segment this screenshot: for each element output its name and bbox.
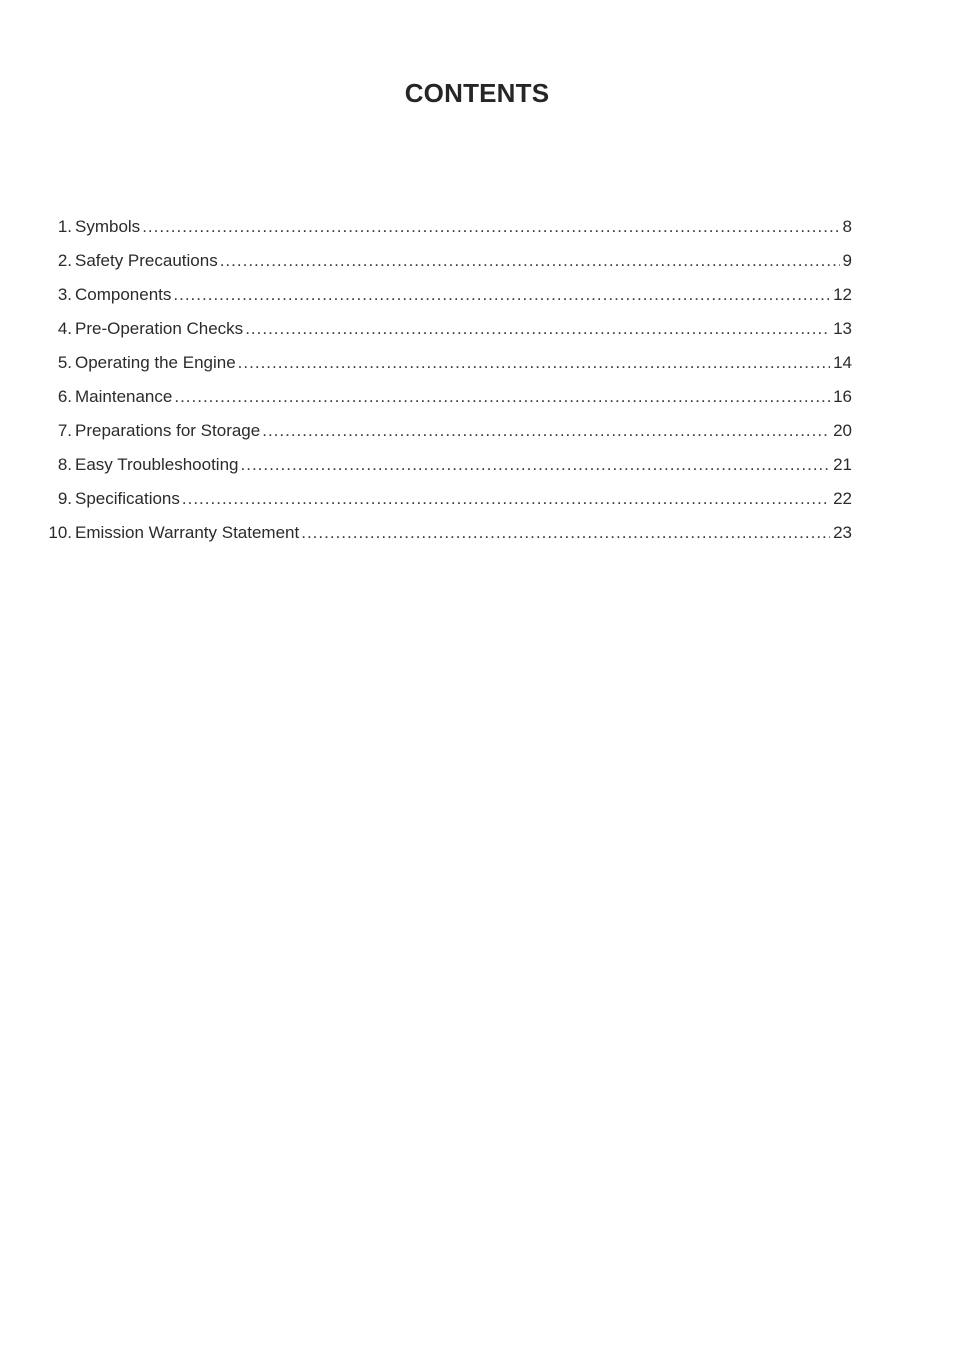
toc-entry-number: 4.	[57, 319, 72, 338]
toc-entry-easy-troubleshooting[interactable]	[40, 451, 852, 485]
toc-entry-specifications[interactable]	[40, 485, 852, 519]
dot-leader	[301, 519, 830, 547]
toc-entry-page: 23	[833, 523, 852, 542]
dot-leader	[173, 281, 830, 309]
toc-entry-emission-warranty-statement[interactable]	[40, 519, 852, 553]
toc-entry-page: 13	[833, 319, 852, 338]
toc-entry-label: Preparations for Storage	[75, 421, 261, 440]
toc-entry-page: 14	[833, 353, 852, 372]
dot-leader	[262, 417, 830, 445]
toc-entry-components[interactable]	[40, 281, 852, 315]
toc-entry-number: 6.	[57, 387, 72, 406]
dot-leader	[238, 349, 830, 377]
toc-entry-page: 8	[842, 217, 852, 236]
toc-entry-number: 10.	[48, 523, 72, 542]
dot-leader	[142, 213, 839, 241]
toc-entry-label: Operating the Engine	[75, 353, 236, 372]
toc-entry-label: Specifications	[75, 489, 180, 508]
toc-entry-preparations-for-storage[interactable]	[40, 417, 852, 451]
page-title: CONTENTS	[404, 78, 550, 108]
toc-entry-page: 12	[833, 285, 852, 304]
toc-entry-label: Components	[75, 285, 172, 304]
toc-entry-number: 2.	[57, 251, 72, 270]
dot-leader	[241, 451, 831, 479]
toc-entry-page: 9	[842, 251, 852, 270]
toc-entry-number: 1.	[57, 217, 72, 236]
toc-entry-label: Maintenance	[75, 387, 173, 406]
toc-entry-label: Symbols	[75, 217, 141, 236]
toc-entry-page: 22	[833, 489, 852, 508]
dot-leader	[182, 485, 830, 513]
dot-leader	[245, 315, 830, 343]
toc-entry-page: 16	[833, 387, 852, 406]
toc-entry-number: 3.	[57, 285, 72, 304]
toc-entry-label: Safety Precautions	[75, 251, 218, 270]
toc-entry-page: 20	[833, 421, 852, 440]
toc-entry-symbols[interactable]	[40, 213, 852, 247]
toc-entry-page: 21	[833, 455, 852, 474]
toc-entry-number: 7.	[57, 421, 72, 440]
toc-entry-number: 8.	[57, 455, 72, 474]
toc-entry-pre-operation-checks[interactable]	[40, 315, 852, 349]
toc-entry-operating-the-engine[interactable]	[40, 349, 852, 383]
toc-entry-number: 5.	[57, 353, 72, 372]
toc-entry-label: Easy Troubleshooting	[75, 455, 239, 474]
toc-entry-safety-precautions[interactable]	[40, 247, 852, 281]
toc-entry-label: Emission Warranty Statement	[75, 523, 300, 542]
dot-leader	[174, 383, 830, 411]
table-of-contents	[40, 213, 852, 553]
toc-entry-number: 9.	[57, 489, 72, 508]
dot-leader	[220, 247, 840, 275]
toc-entry-label: Pre-Operation Checks	[75, 319, 244, 338]
toc-entry-maintenance[interactable]	[40, 383, 852, 417]
